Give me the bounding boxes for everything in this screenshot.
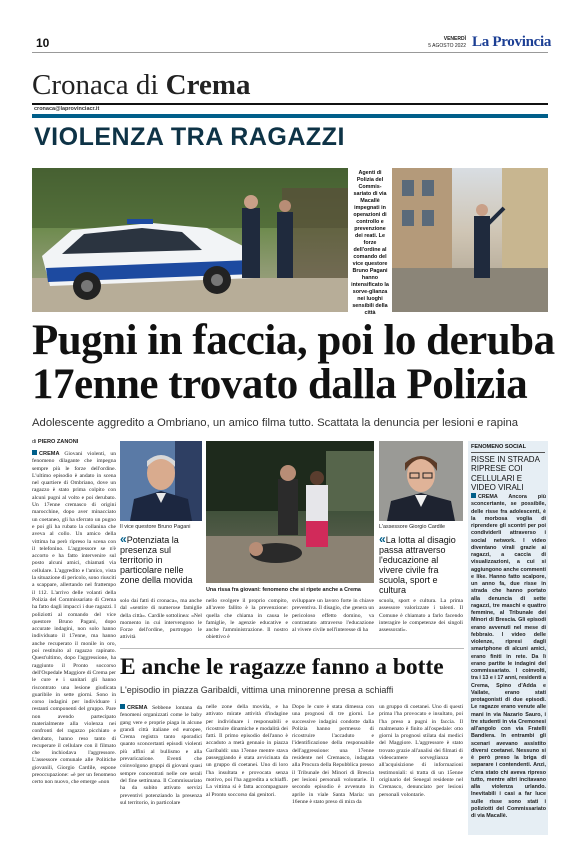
sidebar-title: RISSE IN STRADA RIPRESE COI CELLULARI E VIDEO VIRALI (471, 455, 540, 493)
main-article-col-1-text: Giovani violenti, un fenomeno dilagante che impegna sempre più le forze dell'ordine. L'ultimo episodio è andato in scena nel quartiere di Ombriano, dove un ragazzo è stato prima colpito con alcuni pugni al volto e poi derubato. Un 17enne cremasco di origini marocchine, dopo aver minacciato un coetaneo, gli ha sferrato un pugno e poi gli ha rubato la collanina che aveva al collo. Un amico della vittima ha però ripreso la scena con il telefonino. L'aggressore se n'è accorto e ha fatto intervenire sul posto alcuni amici, chiamati via cellulare. L'aggredito e l'amico, vista la situazione di pericolo, sono riusciti a scappare, allertando nel frattempo il 112. L'arrivo delle volanti della Polizia del Commissariato di Crema ha fatto dagli impacci i due ragazzi. I poliziotti al comando del vice questore Bruno Pagani, dopo accurate indagini, non solo hanno individuato il 17enne, ma hanno anche recuperato il monile in oro, poi restituito al ragazzo rapinato. Quest'ultimo, dopo l'aggressione, ha raggiunto il Pronto soccorso dell'Ospedale Maggiore di Crema per le cure e i sanitari gli hanno riscontrato una lesione giudicata guaribile in sette giorni. Sono in corso indagini per individuare i restanti componenti del gruppo. Pare non avendo partecipato materialmente alla violenza nei confronti del ragazzo picchiato e derubato, hanno reso tanto di recuperare il cellulare con il filmato che inchiodava l'aggressore. L'assessore comunale alle Politiche giovanili, Giorgio Cardile, espone preoccupazione: «è per un fenomeno certo non nuovo, che emerge «non (32, 451, 116, 786)
subheadline: Adolescente aggredito a Ombriano, un amico filma tutto. Scattata la denuncia per lesioni e rapina (32, 417, 519, 429)
fight-photo-caption: Una rissa fra giovani: fenomeno che si ripete anche a Crema (206, 587, 361, 593)
sidebar-label: FENOMENO SOCIAL (471, 444, 527, 450)
second-article-col-3: Dopo le cure è stata dimessa con una prognosi di tre giorni. Le successive indagini condotte dalla Polizia hanno permesso di ricostruire l'accaduto e l'identificazione della responsabile dell'aggressione: una 17enne residente nel Cremasco, indagata alla Procura della Repubblica presso il Tribunale dei Minori di Brescia per lesioni personali volontarie. Il secondo episodio è avvenuto in aprile in viale Santa Maria: un 16enne è stato preso di mira da (292, 704, 374, 805)
main-article-col-4: sviluppare un lavoro forte in chiave preventiva. Il disagio, che genera un pericoloso effetto domino, va contrastato attraverso l'educazione al vivere civile nell'interesse di ha (292, 598, 374, 634)
issue-day: VENERDÌ (443, 36, 466, 42)
cardile-quote (379, 534, 463, 595)
police-car-photo (32, 168, 348, 312)
byline-prefix: di (32, 439, 37, 445)
section-rule (32, 103, 548, 105)
second-article-rule (120, 648, 464, 649)
pagani-quote (120, 534, 202, 585)
main-article-col-5: scuola, sport e cultura. La prima assessore valorizzate i talenti. Il Comune è chiamato a farlo facendo interagire le competenze dei singoli assessorati». (379, 598, 463, 634)
second-article-headline: E anche le ragazze fanno a botte (120, 654, 444, 680)
headline-line-1: Pugni in faccia, poi lo deruba (32, 317, 555, 364)
section-city: Crema (165, 69, 251, 101)
section-email: cronaca@laprovinciacr.it (34, 106, 100, 112)
quote-mark-icon: « (379, 532, 386, 546)
headline-line-2: 17enne trovato dalla Polizia (32, 361, 528, 408)
byline-author: PIERO ZANONI (37, 439, 79, 445)
cardile-caption: L'assessore Giorgio Cardile (379, 524, 446, 530)
second-article-col-2: nelle zone della movida, e ha attivato mirate attività d'indagine per individuare i responsabili e ricostruire dinamiche e modalità dei fatti. Il primo episodio dell'anno è accaduto a metà gennaio in piazza Garibaldi: una 17enne mentre stava passeggiando è stata avvicinata da un gruppo di coetanei. Uno di loro l'ha insultata e provocata senza motivo, poi l'ha aggredita a schiaffi. La vittima si è fatta accompagnare al Pronto soccorso dai genitori. (206, 704, 288, 798)
kicker-square (471, 493, 476, 498)
byline (32, 439, 78, 445)
main-article-col-3: nello svolgere il proprio compito, all'avere fallito è la prevenzione: quella che chiama in causa le famiglie, le agenzie educative e anche l'amministrazione. Il nostro obiettivo è (206, 598, 288, 641)
main-article-col-1 (32, 450, 116, 838)
section-title (32, 70, 251, 100)
quote-mark-icon: « (120, 532, 127, 546)
second-article-subheadline: L'episodio in piazza Garibaldi, vittima una minorenne presa a schiaffi (120, 685, 394, 695)
pagani-quote-text: Potenziata la presenza sul territorio in particolare nelle zone della movida (120, 535, 193, 585)
section-prefix: Cronaca di (32, 69, 159, 101)
issue-date: 5 AGOSTO 2022 (428, 43, 466, 49)
masthead: La Provincia (472, 34, 552, 50)
second-article-col-1 (120, 704, 202, 834)
kicker-square (120, 704, 125, 709)
page-number: 10 (36, 36, 50, 50)
sidebar-text (471, 493, 546, 831)
pagani-photo (120, 441, 202, 521)
main-article-kicker: CREMA (39, 451, 60, 457)
banner-title: VIOLENZA TRA RAGAZZI (34, 123, 345, 151)
sidebar-body: Ancora più sconcertante, se possibile, delle risse fra adolescenti, è la morbosa voglia di riprendere gli scontri per poi condividerli attraverso i social network. I video diventano virali grazie ai ragazzi, a caccia di visualizzazioni, a cui si aggiungono anche commenti e like. Hanno fatto scalpore, un anno fa, due risse in strada che hanno portato alla denuncia di sette ragazzi, tre maschi e quattro femmine, al Tribunale dei Minori di Brescia. Gli episodi erano avvenuti nel mese di febbraio. I video delle violenze, ripresi dagli smartphone di alcuni amici, erano finiti in rete. Da lì erano partite le indagini del commissariato. I coinvolti, tra i 13 e i 17 anni, residenti a Crema, Spino d'Adda e Vailate, erano stati protagonisti di due episodi. Le ragazze erano venute alle mani in via Nazario Sauro, i tre studenti in via Cremonesi all'angolo con via Fratelli Bandiera. In entrambi gli scenari avevano assistito diversi coetanei. Nessuno si è però preso la briga di separare i contendenti. Anzi, c'era stato chi aveva ripreso tutto, mentre altri incitavano alla violenza urlando. Inevitabili i casi a far luce sulle risse sono stati i poliziotti del Commissariato di via Macallè. (471, 494, 546, 819)
cardile-photo (379, 441, 463, 521)
second-article-col-4: un gruppo di coetanei. Uno di questi prima l'ha provocato e insultato, poi l'ha preso a pugni in faccia. Il malmenato è finito all'ospedale: otto giorni la prognosi stilata dai medici del Maggiore. L'aggressore è stato trovato grazie all'analisi dei filmati di videocamere sorveglianza e all'acquisizione di informazioni testimoniali: si tratta di un 15enne originario del Senegal residente nel Cremasco, denunciato per lesioni personali volontarie. (379, 704, 463, 798)
fight-photo (206, 441, 374, 583)
cardile-quote-text: La lotta al disagio passa attraverso l'educazione al vivere civile fra scuola, sport e cultura (379, 535, 456, 595)
pagani-caption: Il vice questore Bruno Pagani (120, 524, 191, 530)
sidebar-kicker: CREMA (478, 494, 498, 500)
kicker-square (32, 450, 37, 455)
street-officer-photo (392, 168, 548, 312)
sidebar-rule (471, 452, 545, 453)
top-photo-caption: Agenti di Polizia del Commis-sariato di via Macallè impegnati in operazioni di controllo e prevenzione dei reati. Le forze dell'ordine al comando del vice questore Bruno Pagani hanno intensificato la sorve-glianza nei luoghi sensibili della città (351, 170, 389, 316)
header-rule (32, 52, 548, 53)
section-accent-bar (32, 114, 548, 118)
second-article-kicker: CREMA (127, 705, 148, 711)
main-article-col-2: solo dai fatti di cronaca», ma anche dal «sentire di numerose famiglie della città». Cardile sottolinea: «Nel momento in cui intervengono le Forze dell'ordine, purtroppo le attività (120, 598, 202, 641)
second-article-col-1-text: Sebbene lontana da fenomeni organizzati come le baby gang vere e proprie piaga in alcune grandi città italiane ed europee, Crema registra tanto sporadici quanto sconcertanti episodi violenti più affini al bullismo e alla prevaricazione. Eventi che coinvolgono gruppi di giovani quasi sempre concentrati nelle ore serali del fine settimana. Il Commissariato ha da subito attivato servizi preventivi potenziando la presenza sul territorio, in particolare (120, 705, 202, 806)
